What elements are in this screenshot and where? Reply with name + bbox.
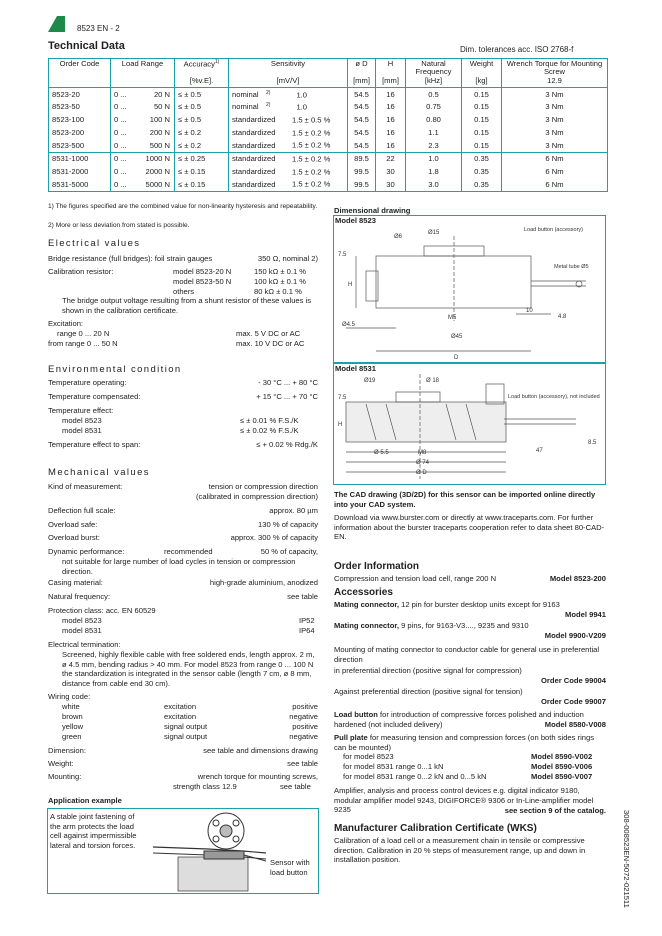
col-load-range: Load Range xyxy=(111,59,175,88)
prot-b: model 8531 xyxy=(62,626,102,635)
mount-row: Mounting: wrench torque for mounting screws, xyxy=(48,772,318,781)
wks-text: Calibration of a load cell or a measurement chain in tensile or compressive direction. Calibration in 20 % steps of measurement range, up and down in installation position. xyxy=(334,836,586,865)
technical-data-table xyxy=(48,58,608,192)
exc-label: Excitation: xyxy=(48,319,84,328)
electrical-title: Electrical values xyxy=(48,238,141,249)
d1-loadbtn: Load button (accessory) xyxy=(524,227,584,233)
burster-logo xyxy=(48,16,65,32)
drawing-8531 xyxy=(336,374,604,484)
acc-lb: Load button for introduction of compressive forces polished and induction hardened (not included delivery) xyxy=(334,710,584,729)
wire-p: negative xyxy=(289,732,318,741)
burst-row: Overload burst: approx. 300 % of capacity xyxy=(48,533,318,542)
nat-row: Natural frequency: see table xyxy=(48,592,318,601)
d1-n10: 10 xyxy=(526,308,533,314)
col-weight: Weight [kg] xyxy=(462,59,502,88)
cal-a: model 8523-20 N xyxy=(173,267,232,276)
dyn-note: not suitable for large number of load cycles in tension or compression direction. xyxy=(62,557,296,576)
acc-lb-code: Model 8580-V008 xyxy=(544,720,606,729)
cal-c: others xyxy=(173,287,195,296)
col-sensitivity: Sensitivity [mV/V] xyxy=(229,59,348,88)
d2-m8: M8 xyxy=(418,450,427,456)
d1-m5: M5 xyxy=(448,315,457,321)
acc-neg: Against preferential direction (positive signal for tension) Order Code 99007 xyxy=(334,687,606,706)
wire-c: green xyxy=(62,732,82,741)
temp-eff-b-val: ≤ ± 0.02 % F.S./K xyxy=(240,426,299,435)
dim-tolerance-note: Dim. tolerances acc. ISO 2768-f xyxy=(460,45,574,54)
col-order-code: Order Code xyxy=(49,59,111,88)
table-row: 8523-100 0 ... 100 N ≤ ± 0.5 standardized 1.5 ± 0.5 % 54.5 16 0.80 0.15 3 Nm xyxy=(49,113,608,126)
wire-p: positive xyxy=(292,722,318,731)
table-row: 8523-500 0 ... 500 N ≤ ± 0.2 standardized 1.5 ± 0.2 % 54.5 16 2.3 0.15 3 Nm xyxy=(49,139,608,152)
acc-pp3: for model 8531 range 0...2 kN and 0...5 kN Model 8590-V007 xyxy=(343,772,593,781)
application-illustration xyxy=(148,809,268,893)
defl-row: Deflection full scale: approx. 80 µm xyxy=(48,506,318,515)
temp-eff-a-val: ≤ ± 0.01 % F.S./K xyxy=(240,416,299,425)
cal-c-val: 80 kΩ ± 0.1 % xyxy=(254,287,302,296)
weight-row: Weight: see table xyxy=(48,759,318,768)
wire-p: positive xyxy=(292,702,318,711)
table-row: 8523-20 0 ... 20 N ≤ ± 0.5 nominal $^{2)}$ 1.0 54.5 16 0.5 0.15 3 Nm xyxy=(49,87,608,100)
wire-s: signal output xyxy=(164,732,208,741)
footnote-1: 1) The figures specified are the combined value for non-linearity hysteresis and repeatability. xyxy=(48,203,318,210)
drawing-8523 xyxy=(336,226,604,361)
d2-p74: Ø 74 xyxy=(416,460,430,466)
temp-effect: Temperature effect: xyxy=(48,406,114,415)
cal-b: model 8523-50 N xyxy=(173,277,232,286)
d1-d45: Ø4.5 xyxy=(342,322,356,328)
mount-v3: see table xyxy=(280,782,311,791)
dyn-mid: recommended xyxy=(164,547,213,556)
cal-row: Calibration resistor: xyxy=(48,267,114,276)
d1-n48: 4.8 xyxy=(558,314,567,320)
exc-b-val: max. 10 V DC or AC xyxy=(236,339,305,348)
wire-c: white xyxy=(62,702,80,711)
wire-c: yellow xyxy=(62,722,84,731)
wire-p: negative xyxy=(289,712,318,721)
d2-loadbtn: Load button (accessory), not included xyxy=(508,394,600,400)
wire-s: excitation xyxy=(164,712,197,721)
page-title: Technical Data xyxy=(48,40,125,52)
exc-b: from range 0 ... 50 N xyxy=(48,339,118,348)
order-row: Compression and tension load cell, range 200 N Model 8523-200 xyxy=(334,574,606,583)
temp-op: Temperature operating: - 30 °C ... + 80 °C xyxy=(48,378,318,387)
d2-d55: Ø 5.5 xyxy=(374,450,389,456)
d2-t75: 7.5 xyxy=(338,395,347,401)
table-row: 8531-1000 0 ... 1000 N ≤ ± 0.25 standardized 1.5 ± 0.2 % 89.5 22 1.0 0.35 6 Nm xyxy=(49,152,608,165)
d1-t5: 7.5 xyxy=(338,252,347,258)
app-text: A stable joint fastening of the arm protects the load cell against impermissible lateral and torsion forces. xyxy=(50,812,137,851)
dim-row: Dimension: see table and dimensions drawing xyxy=(48,746,318,755)
d2-n47: 47 xyxy=(536,448,543,454)
drawing-model-8531: Model 8531 xyxy=(335,364,376,373)
d1-dd: D xyxy=(454,355,459,361)
d2-d19: Ø19 xyxy=(364,378,376,384)
col-accuracy: Accuracy$^{1)}$ [%v.E]. xyxy=(175,59,229,88)
kind-row: Kind of measurement: tension or compression direction xyxy=(48,482,318,491)
acc-pp: Pull plate for measuring tension and compression forces (on both sides rings can be mounted) xyxy=(334,733,595,752)
order-title: Order Information xyxy=(334,561,420,572)
exc-a: range 0 ... 20 N xyxy=(57,329,110,338)
acc-pp2: for model 8531 range 0...1 kN Model 8590-V006 xyxy=(343,762,593,771)
cad-bold: The CAD drawing (3D/2D) for this sensor can be imported online directly into your CAD system. xyxy=(334,490,596,509)
prot-row: Protection class: acc. EN 60529 xyxy=(48,606,156,615)
prot-b-val: IP64 xyxy=(299,626,315,635)
temp-comp: Temperature compensated: + 15 °C ... + 70 °C xyxy=(48,392,318,401)
acc-mc1: Mating connector, 12 pin for burster desktop units except for 9163 Model 9941 xyxy=(334,600,606,619)
accessories-title: Accessories xyxy=(334,587,393,598)
mechanical-title: Mechanical values xyxy=(48,467,150,478)
acc-mount: Mounting of mating connector to conductor cable for general use in preferential direction xyxy=(334,645,600,664)
bridge-row: Bridge resistance (full bridges): foil strain gauges 350 Ω, nominal 2) xyxy=(48,254,318,263)
drawing-model-8523: Model 8523 xyxy=(335,216,376,225)
drawing-title: Dimensional drawing xyxy=(334,206,411,215)
table-row: 8523-50 0 ... 50 N ≤ ± 0.5 nominal $^{2)}$ 1.0 54.5 16 0.75 0.15 3 Nm xyxy=(49,100,608,113)
d1-metal: Metal tube Ø5 xyxy=(554,264,589,270)
col-frequency: Natural Frequency [kHz] xyxy=(406,59,462,88)
d1-d45b: Ø45 xyxy=(451,334,463,340)
d2-dd: Ø D xyxy=(416,470,427,476)
exc-a-val: max. 5 V DC or AC xyxy=(236,329,301,338)
acc-pp1: for model 8523 Model 8590-V002 xyxy=(343,752,593,761)
cal-a-val: 150 kΩ ± 0.1 % xyxy=(254,267,307,276)
prot-a-val: IP52 xyxy=(299,616,315,625)
term-label: Electrical termination: xyxy=(48,640,121,649)
wire-c: brown xyxy=(62,712,83,721)
case-row: Casing material: high-grade aluminium, anodized xyxy=(48,578,318,587)
app-title: Application example xyxy=(48,796,122,805)
safe-row: Overload safe: 130 % of capacity xyxy=(48,520,318,529)
table-row: 8531-2000 0 ... 2000 N ≤ ± 0.15 standardized 1.5 ± 0.2 % 99.5 30 1.8 0.35 6 Nm xyxy=(49,165,608,178)
acc-amp-see: see section 9 of the catalog. xyxy=(504,806,606,815)
temp-eff-b: model 8531 xyxy=(62,426,102,435)
wire-s: signal output xyxy=(164,722,208,731)
wiring-label: Wiring code: xyxy=(48,692,91,701)
table-row: 8523-200 0 ... 200 N ≤ ± 0.2 standardized 1.5 ± 0.2 % 54.5 16 1.1 0.15 3 Nm xyxy=(49,126,608,139)
acc-amp: Amplifier, analysis and process control devices e.g. digital indicator 9180, modular amplifier model 9243, DIGIFORCE® 9306 or In-Line-amplifier model 9235 xyxy=(334,786,594,815)
wks-title: Manufacturer Calibration Certificate (WKS) xyxy=(334,823,537,834)
footnote-2: 2) More or less deviation from stated is possible. xyxy=(48,222,190,229)
d1-fe: Ø15 xyxy=(428,230,440,236)
term-note: Screened, highly flexible cable with free soldered ends, length approx. 2 m, ø 4.5 mm, bending radius > 40 mm. For model 8523 from range 0 ... 100 N the standardization is integrated in the sensor cable (length 7 cm, ø 8 mm, distance from cable end 30 cm). xyxy=(62,650,315,689)
side-code: 308-008523EN-5072-021511 xyxy=(622,810,631,908)
col-torque: Wrench Torque for Mounting Screw 12.9 xyxy=(502,59,608,88)
temp-span: Temperature effect to span: ≤ + 0.02 % Rdg./K xyxy=(48,440,318,449)
environment-title: Environmental condition xyxy=(48,364,182,375)
d2-n85: 8.5 xyxy=(588,440,597,446)
col-h: H [mm] xyxy=(376,59,406,88)
col-od: ø D [mm] xyxy=(348,59,376,88)
cal-b-val: 100 kΩ ± 0.1 % xyxy=(254,277,307,286)
acc-pos: in preferential direction (positive signal for compression) Order Code 99004 xyxy=(334,666,606,685)
temp-eff-a: model 8523 xyxy=(62,416,102,425)
table-row: 8531-5000 0 ... 5000 N ≤ ± 0.15 standardized 1.5 ± 0.2 % 99.5 30 3.0 0.35 6 Nm xyxy=(49,178,608,191)
d1-d6: Ø6 xyxy=(394,234,403,240)
doc-id: 8523 EN - 2 xyxy=(77,24,120,33)
mount-v2: strength class 12.9 xyxy=(173,782,237,791)
wire-s: excitation xyxy=(164,702,197,711)
dyn-row: Dynamic performance: 50 % of capacity, xyxy=(48,547,318,556)
d2-d18: Ø 18 xyxy=(426,378,440,384)
d1-h: H xyxy=(348,282,353,288)
cal-note: The bridge output voltage resulting from a shunt resistor of these values is shown in the calibration certificate. xyxy=(62,296,312,315)
app-label: Sensor with load button xyxy=(270,858,310,877)
prot-a: model 8523 xyxy=(62,616,102,625)
d2-h: H xyxy=(338,422,343,428)
acc-mc2: Mating connector, 9 pins, for 9163-V3...., 9235 and 9310 Model 9900-V209 xyxy=(334,621,606,640)
cad-text: Download via www.burster.com or directly at www.traceparts.com. For further information about the burster traceparts cooperation refer to data sheet 80-CAD-EN. xyxy=(334,513,605,542)
